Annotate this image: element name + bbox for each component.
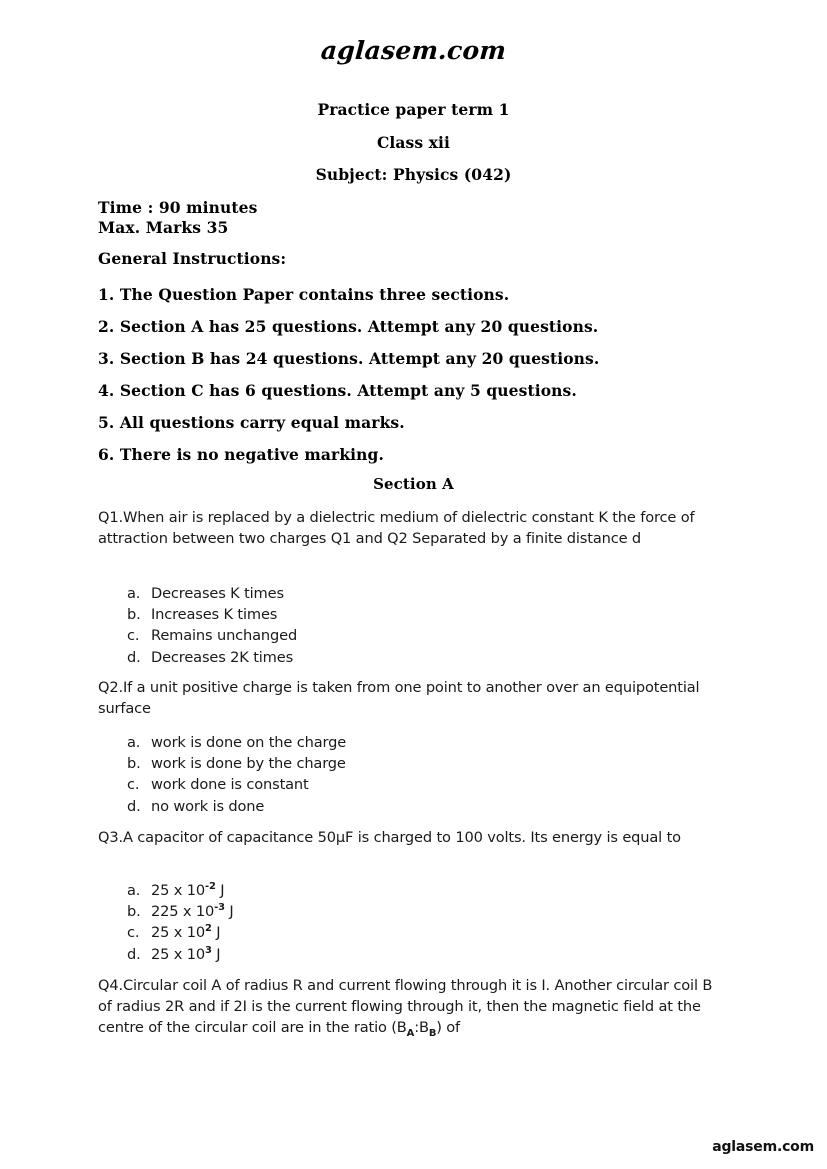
option-unit: J (215, 882, 225, 899)
question-3-options (127, 880, 234, 965)
option-label: d. (127, 797, 141, 815)
footer-brand: aglasem.com (712, 1139, 814, 1155)
option-base: 25 x 10 (151, 924, 206, 942)
question-4-text (98, 975, 722, 1038)
option-label: c. (127, 776, 140, 794)
option-unit: J (224, 903, 234, 921)
instruction-item: 6. There is no negative marking. (98, 445, 384, 464)
section-a-heading: Section A (373, 475, 454, 493)
question-4-part2: ) of (436, 1019, 461, 1036)
exam-max-marks: Max. Marks 35 (98, 218, 229, 237)
option-exponent: 2 (205, 923, 212, 935)
option-base: 225 x 10 (151, 903, 215, 921)
option-label: c. (127, 627, 140, 645)
option-label: b. (127, 903, 141, 921)
option-exponent: 3 (205, 944, 212, 956)
option-text: work is done by the charge (151, 755, 346, 773)
option-item[interactable] (127, 647, 297, 668)
option-label: b. (127, 755, 141, 773)
option-label: d. (127, 648, 141, 666)
subject-label: Subject: Physics (042) (315, 165, 512, 184)
option-item[interactable] (127, 944, 234, 965)
question-1-options (127, 583, 297, 668)
general-instructions-heading: General Instructions: (98, 249, 287, 268)
option-item[interactable] (127, 604, 297, 625)
instruction-item: 1. The Question Paper contains three sections. (98, 285, 510, 304)
option-text: work is done on the charge (151, 734, 347, 751)
option-unit: J (211, 945, 221, 963)
option-item[interactable] (127, 901, 234, 922)
option-text: Decreases 2K times (151, 648, 294, 666)
option-item[interactable] (127, 922, 234, 943)
option-unit: J (211, 924, 221, 942)
question-4-part1: Q4.Circular coil A of radius R and current flowing through it is I. Another circular coil B of radius 2R and if 2I is the current flowing through it, then the magnetic field at the centre of the circular coil are in the ratio (B (98, 977, 713, 1036)
question-4-subscript-a: A (406, 1027, 415, 1039)
question-1-text: Q1.When air is replaced by a dielectric medium of dielectric constant K the force of attraction between two charges Q1 and Q2 Separated by a finite distance d (98, 509, 695, 547)
option-label: b. (127, 606, 141, 624)
question-2-options (127, 732, 346, 817)
option-text: Remains unchanged (151, 627, 298, 645)
masthead-logo-container (0, 36, 827, 65)
option-item[interactable] (127, 732, 346, 753)
option-item[interactable] (127, 796, 346, 817)
option-base: 25 x 10 (151, 882, 206, 899)
option-base: 25 x 10 (151, 945, 206, 963)
instruction-item: 3. Section B has 24 questions. Attempt any 20 questions. (98, 349, 600, 368)
question-3-text: Q3.A capacitor of capacitance 50µF is charged to 100 volts. Its energy is equal to (98, 829, 681, 846)
class-label: Class xii (376, 133, 451, 152)
option-item[interactable] (127, 583, 297, 604)
option-exponent: -2 (205, 881, 216, 893)
option-item[interactable] (127, 625, 297, 646)
option-label: d. (127, 945, 141, 963)
option-label: a. (127, 882, 141, 899)
instruction-item: 2. Section A has 25 questions. Attempt any 20 questions. (98, 317, 599, 336)
option-label: a. (127, 585, 141, 602)
option-text: Decreases K times (151, 585, 284, 602)
question-4-subscript-b: B (428, 1027, 437, 1039)
option-label: c. (127, 924, 140, 942)
option-exponent: -3 (214, 902, 225, 914)
paper-title: Practice paper term 1 (317, 100, 510, 119)
option-item[interactable] (127, 880, 234, 901)
option-item[interactable] (127, 774, 346, 795)
question-4-mid: :B (414, 1019, 429, 1036)
instruction-item: 4. Section C has 6 questions. Attempt any 5 questions. (98, 381, 577, 400)
option-label: a. (127, 734, 141, 751)
question-2-text: Q2.If a unit positive charge is taken from one point to another over an equipotential surface (98, 679, 700, 717)
option-text: work done is constant (151, 776, 309, 794)
instruction-item: 5. All questions carry equal marks. (98, 413, 405, 432)
exam-time: Time : 90 minutes (98, 198, 258, 217)
option-text: Increases K times (151, 606, 278, 624)
aglasem-logo: aglasem.com (319, 36, 508, 65)
option-text: no work is done (151, 797, 265, 815)
option-item[interactable] (127, 753, 346, 774)
